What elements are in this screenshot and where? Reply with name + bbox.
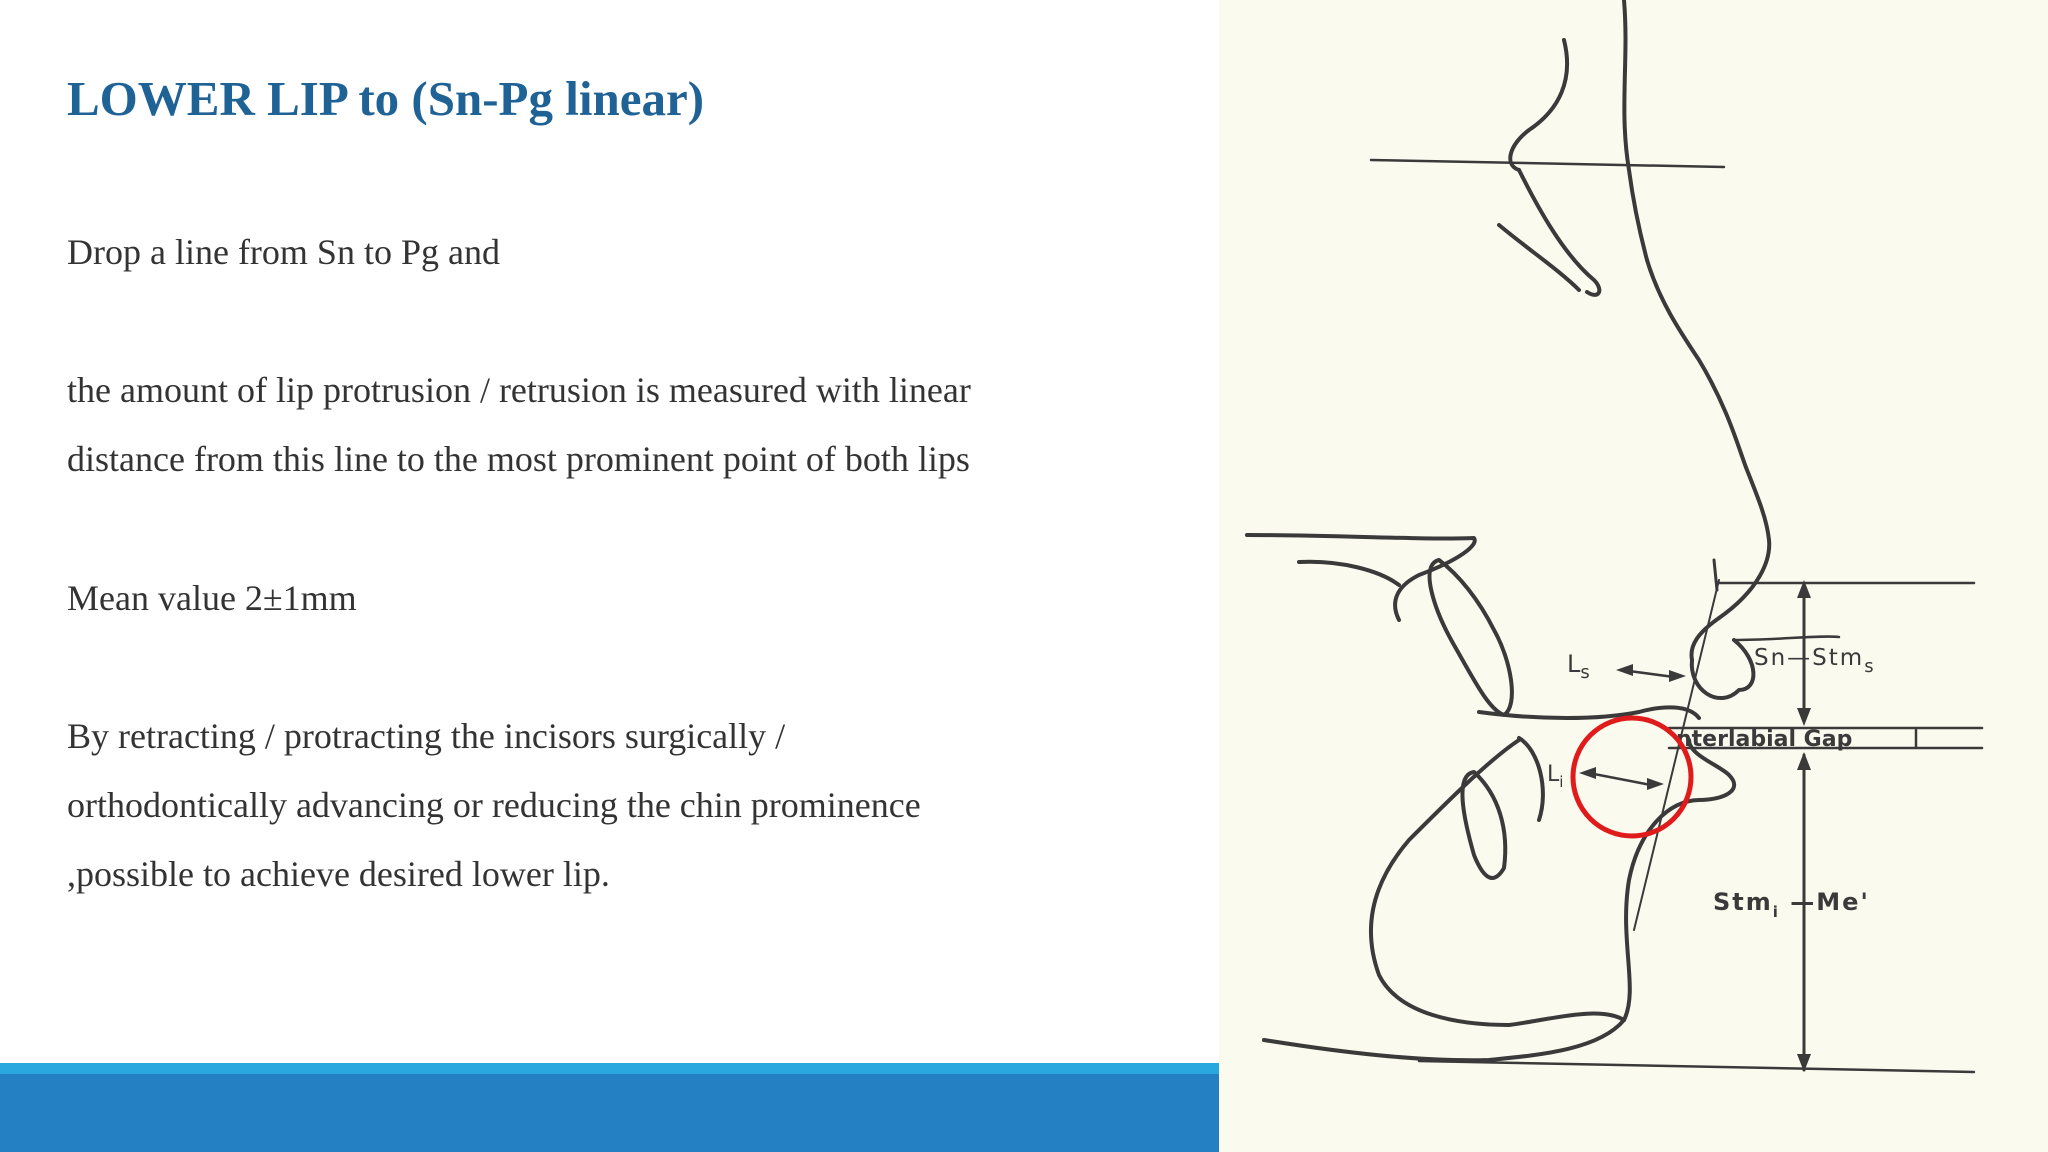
chin-outline [1264,1020,1624,1060]
stomion-line [1479,707,1699,718]
arrow-stmi-up [1797,752,1811,770]
slide-title: LOWER LIP to (Sn-Pg linear) [67,71,705,126]
label-interlabial-gap: nterlabial Gap [1676,727,1853,752]
arrow-li-left [1579,767,1596,779]
horizontal-reference-line [1371,160,1724,167]
li-arrow-shaft [1594,774,1651,785]
label-li: $L_i$ [1547,762,1564,791]
paragraph-treatment-2: orthodontically advancing or reducing the chin prominence [67,785,921,825]
paragraph-treatment-3: ,possible to achieve desired lower lip. [67,854,610,894]
lower-incisor [1462,772,1505,878]
upper-lip-outline [1692,640,1754,698]
sn-pg-line [1634,580,1719,930]
nose-outline [1647,260,1769,618]
label-sn-stms: Sn—Stm$_s$ [1754,645,1876,677]
arrow-stms-down [1797,708,1811,726]
paragraph-treatment-1: By retracting / protracting the incisors surgically / [67,716,786,756]
paragraph-mean-value: Mean value 2±1mm [67,578,357,618]
paragraph-measurement-2: distance from this line to the most prominent point of both lips [67,439,970,479]
zygoma-outline [1247,535,1475,620]
inner-mandible [1519,738,1543,820]
footer-accent-bar [0,1063,1219,1074]
paragraph-measurement-1: the amount of lip protrusion / retrusion is measured with linear [67,370,971,410]
footer-bar [0,1074,1219,1152]
paragraph-drop-line: Drop a line from Sn to Pg and [67,232,500,272]
orbit-stroke-1 [1510,40,1567,170]
upper-incisor [1430,560,1512,715]
zygoma-lower [1299,562,1399,585]
sn-point-tick [1714,560,1717,590]
cephalometric-diagram [1219,0,2048,1152]
upper-lip-contour [1734,637,1839,640]
ls-arrow-shaft [1629,671,1674,677]
me-horizontal-line [1419,1061,1974,1072]
forehead-outline [1624,0,1647,260]
orbit-stroke-3 [1499,225,1579,290]
profile-diagram-svg [1219,0,2048,1152]
label-stmi-me: Stm$_i$ —Me' [1713,888,1870,921]
mandible-outline [1371,740,1624,1025]
orbit-stroke-2 [1519,170,1599,295]
label-ls: $L_s$ [1567,650,1590,683]
